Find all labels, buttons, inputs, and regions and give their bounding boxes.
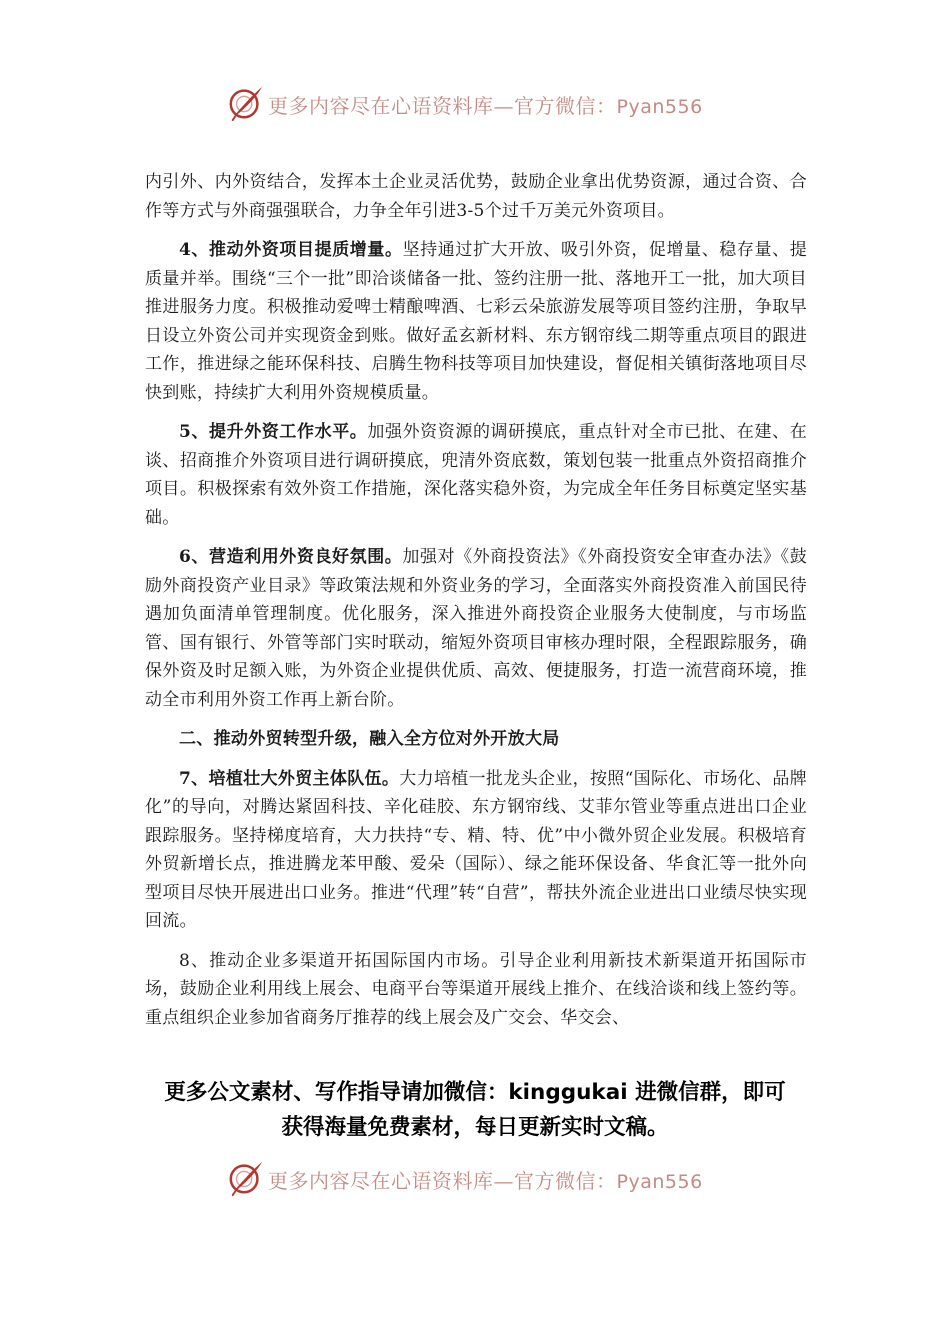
- header-banner: [0, 82, 950, 126]
- banner-text: [268, 1165, 703, 1194]
- promo-line-1: 更多公文素材、写作指导请加微信：kinggukai 进微信群，即可: [164, 1080, 786, 1105]
- paragraph-7: [145, 765, 807, 936]
- document-body: [145, 168, 807, 1043]
- paragraph-6-body: 加强对《外商投资法》《外商投资安全审查办法》《鼓励外商投资产业目录》等政策法规和外资业务的学习，全面落实外商投资准入前国民待遇加负面清单管理制度。优化服务，深入推进外商投资企业服务大使制度，与市场监管、国有银行、外管等部门实时联动，缩短外资项目审核办理时限，全程跟踪服务，确保外资及时足额入账，为外资企业提供优质、高效、便捷服务，打造一流营商环境，推动全市利用外资工作再上新台阶。: [145, 547, 808, 710]
- footer-banner: [0, 1157, 950, 1201]
- paragraph-6-title: 6、营造利用外资良好氛围。: [179, 547, 403, 567]
- banner-label: 更多内容尽在心语资料库—官方微信：: [268, 94, 617, 118]
- promo-notice: [0, 1075, 950, 1145]
- paragraph-7-title: 7、培植壮大外贸主体队伍。: [179, 768, 400, 789]
- banner-label: 更多内容尽在心语资料库—官方微信：: [268, 1169, 617, 1193]
- paragraph-5-body: 加强外资资源的调研摸底，重点针对全市已批、在建、在谈、招商推介外资项目进行调研摸底，兜清外资底数，策划包装一批重点外资招商推介项目。积极探索有效外资工作措施，深化落实稳外资，为完成全年任务目标奠定坚实基础。: [145, 422, 807, 528]
- promo-line-2: 获得海量免费素材，每日更新实时文稿。: [281, 1115, 669, 1140]
- paragraph-4-title: 4、推动外资项目提质增量。: [179, 240, 403, 260]
- paragraph-7-body: 大力培植一批龙头企业，按照“国际化、市场化、品牌化”的导向，对腾达紧固科技、辛化硅胶、东方钢帘线、艾菲尔管业等重点进出口企业跟踪服务。坚持梯度培育，大力扶持“专、精、特、优”中小微外贸企业发展。积极培育外贸新增长点，推进腾龙苯甲酸、爱朵（国际）、绿之能环保设备、华食汇等一批外向型项目尽快开展进出口业务。推进“代理”转“自营”，帮扶外流企业进出口业绩尽快实现回流。: [145, 768, 808, 931]
- quill-pen-logo-icon: [227, 84, 265, 122]
- quill-pen-logo-icon: [227, 1159, 265, 1197]
- banner-text: [268, 90, 703, 119]
- paragraph-continued: 内引外、内外资结合，发挥本土企业灵活优势，鼓励企业拿出优势资源，通过合资、合作等方式与外商强强联合，力争全年引进3-5个过千万美元外资项目。: [145, 172, 807, 221]
- paragraph-6: [145, 543, 807, 714]
- paragraph-4-body: 坚持通过扩大开放、吸引外资，促增量、稳存量、提质量并举。围绕“三个一批”即洽谈储备一批、签约注册一批、落地开工一批，加大项目推进服务力度。积极推动爱啤士精酿啤酒、七彩云朵旅游发展等项目签约注册，争取早日设立外资公司并实现资金到账。做好孟玄新材料、东方钢帘线二期等重点项目的跟进工作，推进绿之能环保科技、启腾生物科技等项目加快建设，督促相关镇街落地项目尽快到账，持续扩大利用外资规模质量。: [145, 240, 807, 403]
- banner-wechat-id: Pyan556: [616, 1171, 703, 1193]
- section-heading-2: 二、推动外贸转型升级，融入全方位对外开放大局: [179, 729, 560, 749]
- paragraph-8: 8、推动企业多渠道开拓国际国内市场。引导企业利用新技术新渠道开拓国际市场，鼓励企业利用线上展会、电商平台等渠道开展线上推介、在线洽谈和线上签约等。重点组织企业参加省商务厅推荐的线上展会及广交会、华交会、: [145, 950, 807, 1028]
- paragraph-5-title: 5、提升外资工作水平。: [179, 422, 368, 442]
- paragraph-5: [145, 418, 807, 532]
- paragraph-4: [145, 236, 807, 407]
- banner-wechat-id: Pyan556: [616, 96, 703, 118]
